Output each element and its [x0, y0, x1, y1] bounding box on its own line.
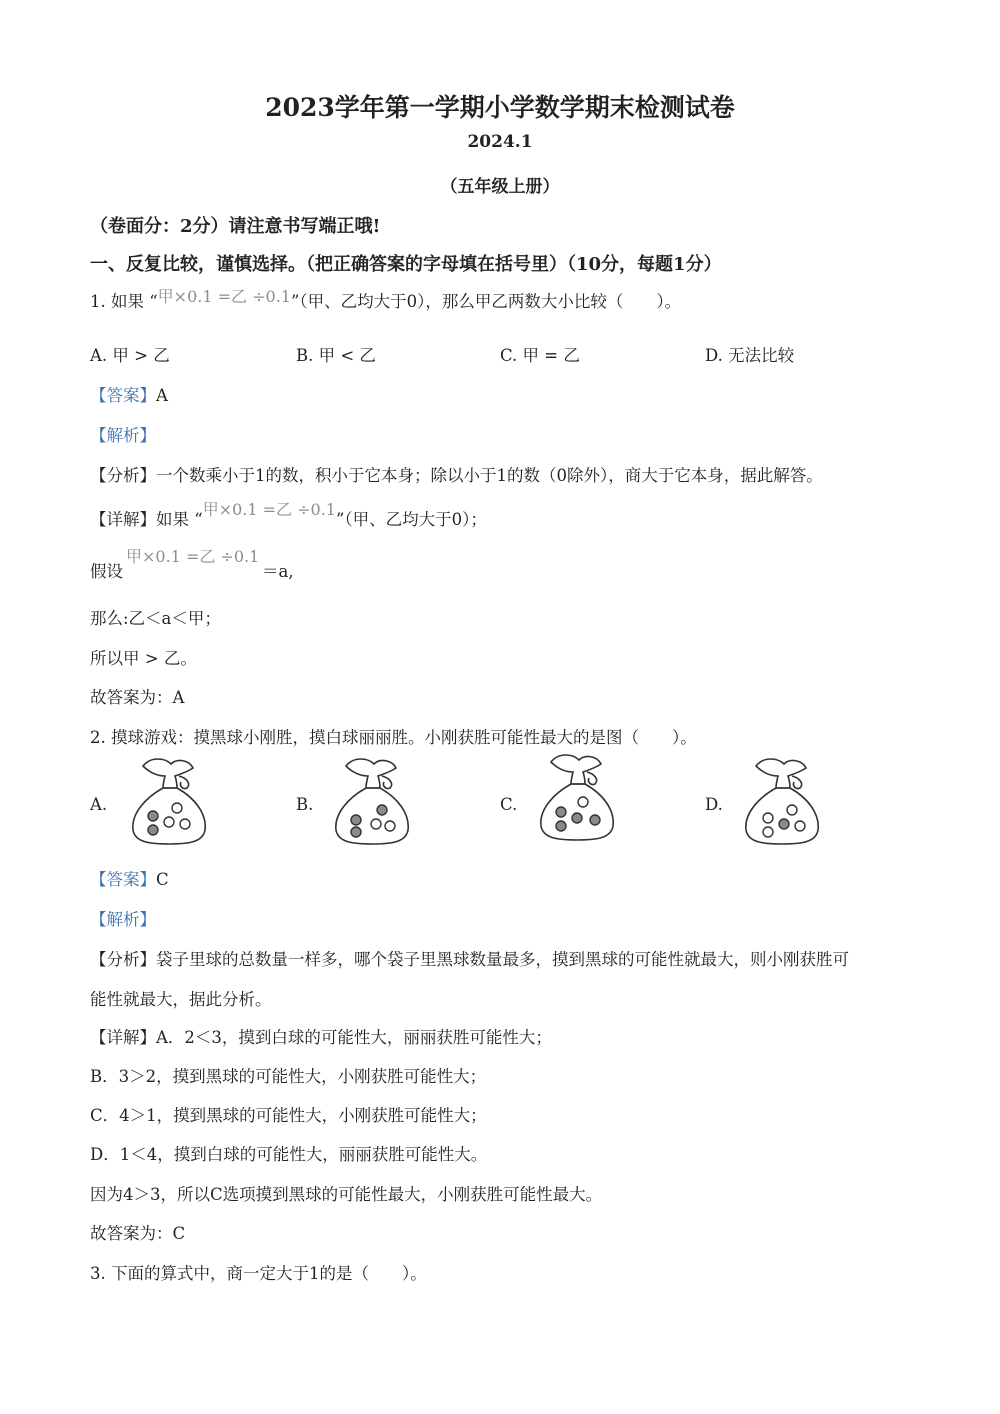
- q2-fenxi-line1: 【分析】袋子里球的总数量一样多，哪个袋子里黑球数量最多，摸到黑球的可能性就最大，则小刚获胜可: [90, 950, 849, 969]
- q1-answer-tag: 【答案】: [90, 386, 156, 405]
- bag-a-image: [125, 752, 215, 848]
- q2-option-a-label: A.: [90, 795, 108, 814]
- q1-analysis-tag: 【解析】: [90, 426, 156, 445]
- q2-detail-b: B．3＞2，摸到黑球的可能性大，小刚获胜可能性大；: [90, 1067, 487, 1086]
- q1-detail-prefix: 【详解】如果 “: [90, 510, 203, 529]
- q2-detail-a: 【详解】A．2＜3，摸到白球的可能性大，丽丽获胜可能性大；: [90, 1028, 552, 1047]
- q2-fenxi-line2: 能性就最大，据此分析。: [90, 990, 272, 1009]
- q1-assume-formula: 甲×0.1 =乙 ÷0.1: [126, 547, 260, 566]
- bag-d-image: [738, 752, 828, 848]
- q2-answer-tag: 【答案】: [90, 870, 156, 889]
- q1-answer: [90, 382, 168, 406]
- q1-prefix: 1. 如果 “: [90, 292, 158, 311]
- ball: [590, 815, 600, 825]
- q2-stem: 2. 摸球游戏：摸黑球小刚胜，摸白球丽丽胜。小刚获胜可能性最大的是图（ ）。: [90, 728, 697, 747]
- q1-formula: 甲×0.1 =乙 ÷0.1: [157, 287, 291, 306]
- q2-answer-value: C: [156, 870, 169, 889]
- ball: [351, 827, 361, 837]
- section-heading: 一、反复比较，谨慎选择。（把正确答案的字母填在括号里）（10分，每题1分）: [90, 254, 722, 275]
- ball: [578, 797, 588, 807]
- ball: [164, 817, 174, 827]
- ball: [180, 819, 190, 829]
- ball: [148, 825, 158, 835]
- ball: [556, 821, 566, 831]
- q1-suffix: ”（甲、乙均大于0），那么甲乙两数大小比较（ ）。: [290, 292, 682, 311]
- ball: [572, 813, 582, 823]
- q2-because: 因为4＞3，所以C选项摸到黑球的可能性最大，小刚获胜可能性最大。: [90, 1185, 603, 1204]
- q1-assume-prefix: 假设: [90, 562, 123, 581]
- ball: [763, 813, 773, 823]
- exam-grade: （五年级上册）: [440, 177, 560, 197]
- ball: [371, 819, 381, 829]
- q1-detail-suffix: ”（甲、乙均大于0）；: [335, 510, 487, 529]
- ball: [556, 807, 566, 817]
- ball: [351, 815, 361, 825]
- ball: [763, 827, 773, 837]
- q2-analysis-tag: 【解析】: [90, 910, 156, 929]
- q1-final: 故答案为：A: [90, 688, 185, 707]
- q1-option-a: A. 甲 > 乙: [90, 346, 170, 365]
- q2-option-c-label: C.: [500, 795, 518, 814]
- q3-stem: 3. 下面的算式中，商一定大于1的是（ ）。: [90, 1264, 427, 1283]
- q1-option-d: D. 无法比较: [705, 346, 795, 365]
- bag-c-image: [533, 748, 623, 844]
- q1-answer-value: A: [156, 386, 168, 405]
- ball: [779, 819, 789, 829]
- exam-title: 2023学年第一学期小学数学期末检测试卷: [265, 93, 735, 122]
- q1-fenxi: 【分析】一个数乘小于1的数，积小于它本身；除以小于1的数（0除外），商大于它本身，据此解答。: [90, 466, 823, 485]
- ball: [795, 821, 805, 831]
- ball: [385, 821, 395, 831]
- q2-detail-d: D．1＜4，摸到白球的可能性大，丽丽获胜可能性大。: [90, 1145, 488, 1164]
- q1-stem: [90, 288, 681, 312]
- q1-line-so: 所以甲 > 乙。: [90, 649, 197, 668]
- q1-detail: [90, 500, 487, 530]
- ball: [148, 811, 158, 821]
- q2-detail-c: C．4＞1，摸到黑球的可能性大，小刚获胜可能性大；: [90, 1106, 487, 1125]
- q1-line-then: 那么:乙＜a＜甲；: [90, 609, 221, 628]
- q1-option-c: C. 甲 = 乙: [500, 346, 580, 365]
- q1-option-b: B. 甲 < 乙: [296, 346, 376, 365]
- q2-final: 故答案为：C: [90, 1224, 186, 1243]
- q2-answer: [90, 866, 169, 890]
- ball: [787, 805, 797, 815]
- writing-note: （卷面分：2分）请注意书写端正哦!: [90, 216, 381, 237]
- q1-assume-suffix: ＝a,: [262, 562, 294, 581]
- q1-detail-formula: 甲×0.1 =乙 ÷0.1: [202, 500, 336, 519]
- exam-date: 2024.1: [467, 132, 533, 152]
- bag-b-image: [328, 752, 418, 848]
- ball: [377, 805, 387, 815]
- q2-option-d-label: D.: [705, 795, 723, 814]
- ball: [172, 803, 182, 813]
- q2-option-b-label: B.: [296, 795, 314, 814]
